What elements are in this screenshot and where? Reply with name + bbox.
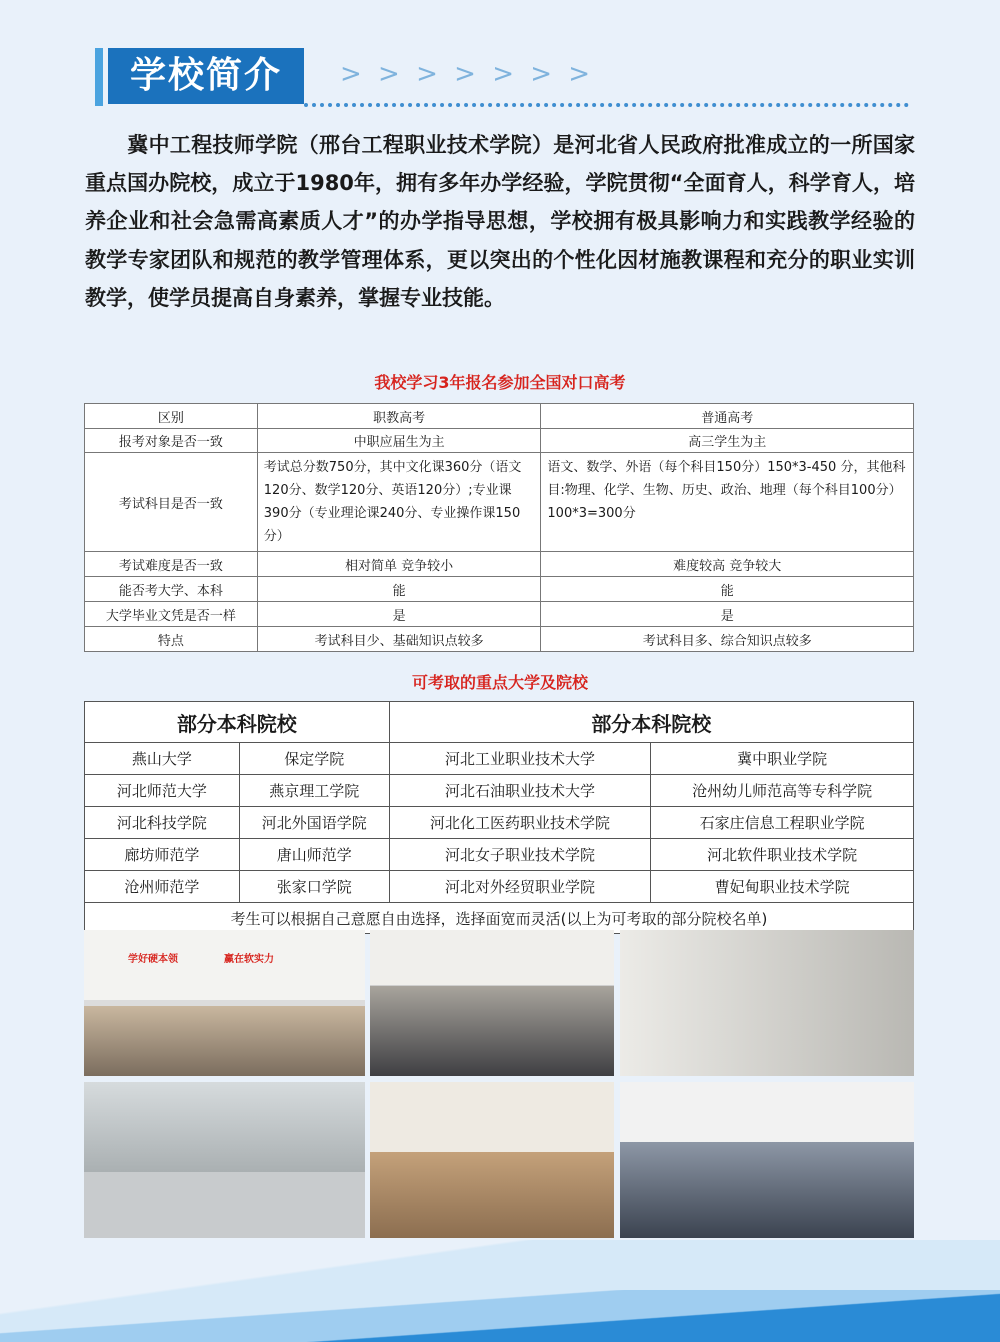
table-cell: 保定学院 bbox=[239, 743, 389, 775]
banner-text: 赢在软实力 bbox=[224, 954, 274, 965]
header-cell: 部分本科院校 bbox=[389, 702, 913, 743]
header-cell: 职教高考 bbox=[257, 404, 541, 429]
comparison-title: 我校学习3年报名参加全国对口高考 bbox=[374, 373, 626, 392]
table-cell: 考试科目少、基础知识点较多 bbox=[257, 627, 541, 652]
intro-paragraph bbox=[85, 126, 915, 317]
table-row bbox=[85, 552, 914, 577]
table-row bbox=[85, 839, 914, 871]
table-cell: 相对简单 竞争较小 bbox=[257, 552, 541, 577]
table-cell: 张家口学院 bbox=[239, 871, 389, 903]
etiquette-room-photo bbox=[84, 1082, 365, 1238]
table-cell: 难度较高 竞争较大 bbox=[541, 552, 914, 577]
header-accent-bar bbox=[95, 48, 103, 106]
table-cell: 中职应届生为主 bbox=[257, 429, 541, 453]
table-cell: 燕山大学 bbox=[85, 743, 240, 775]
header-cell: 区别 bbox=[85, 404, 258, 429]
table-row bbox=[85, 775, 914, 807]
computer-lab-photo bbox=[620, 1082, 914, 1238]
table-cell: 河北师范大学 bbox=[85, 775, 240, 807]
table-cell: 考试总分数750分，其中文化课360分（语文120分、数学120分、英语120分）;专业课390分（专业理论课240分、专业操作课150分） bbox=[257, 453, 541, 552]
table-cell: 河北对外经贸职业学院 bbox=[389, 871, 651, 903]
table-header-row bbox=[85, 702, 914, 743]
table-row bbox=[85, 429, 914, 453]
table-cell: 河北软件职业技术学院 bbox=[651, 839, 914, 871]
table-cell: 沧州师范学 bbox=[85, 871, 240, 903]
table-row bbox=[85, 807, 914, 839]
bottom-wave-blue bbox=[0, 1290, 1000, 1342]
table-cell: 考试科目是否一致 bbox=[85, 453, 258, 552]
dotted-divider bbox=[304, 103, 909, 107]
table-cell: 河北工业职业技术大学 bbox=[389, 743, 651, 775]
table-cell: 唐山师范学 bbox=[239, 839, 389, 871]
colleges-title: 可考取的重点大学及院校 bbox=[411, 673, 588, 692]
colleges-table bbox=[84, 701, 914, 934]
table-cell: 报考对象是否一致 bbox=[85, 429, 258, 453]
intro-text: 冀中工程技师学院（邢台工程职业技术学院）是河北省人民政府批准成立的一所国家重点国办院校，成立于1980年，拥有多年办学经验，学院贯彻“全面育人，科学育人，培养企业和社会急需高素质人才”的办学指导思想，学校拥有极具影响力和实践教学经验的教学专家团队和规范的教学管理体系，更以突出的个性化因材施教课程和充分的职业实训教学，使学员提高自身素养，掌握专业技能。 bbox=[85, 133, 915, 310]
table-cell: 大学毕业文凭是否一样 bbox=[85, 602, 258, 627]
header-cell: 部分本科院校 bbox=[85, 702, 390, 743]
table-cell: 语文、数学、外语（每个科目150分）150*3-450 分，其他科目:物理、化学、生物、历史、政治、地理（每个科目100分）100*3=300分 bbox=[541, 453, 914, 552]
classroom-photo-1 bbox=[84, 930, 365, 1076]
table-cell: 特点 bbox=[85, 627, 258, 652]
table-cell: 是 bbox=[541, 602, 914, 627]
table-cell: 冀中职业学院 bbox=[651, 743, 914, 775]
table-cell: 考试难度是否一致 bbox=[85, 552, 258, 577]
table-cell: 高三学生为主 bbox=[541, 429, 914, 453]
table-cell: 河北石油职业技术大学 bbox=[389, 775, 651, 807]
table-cell: 曹妃甸职业技术学院 bbox=[651, 871, 914, 903]
table-row bbox=[85, 627, 914, 652]
table-cell: 石家庄信息工程职业学院 bbox=[651, 807, 914, 839]
table-row bbox=[85, 602, 914, 627]
table-header-row bbox=[85, 404, 914, 429]
table-cell: 能否考大学、本科 bbox=[85, 577, 258, 602]
table-cell: 河北化工医药职业技术学院 bbox=[389, 807, 651, 839]
table-cell: 廊坊师范学 bbox=[85, 839, 240, 871]
table-cell: 考试科目多、综合知识点较多 bbox=[541, 627, 914, 652]
table-row bbox=[85, 871, 914, 903]
table-cell: 能 bbox=[257, 577, 541, 602]
table-row bbox=[85, 743, 914, 775]
table-cell: 是 bbox=[257, 602, 541, 627]
table-row bbox=[85, 577, 914, 602]
table-footer-row bbox=[85, 903, 914, 934]
banner-text: 学好硬本领 bbox=[128, 954, 178, 965]
header-cell: 普通高考 bbox=[541, 404, 914, 429]
table-cell: 燕京理工学院 bbox=[239, 775, 389, 807]
table-footer-note: 考生可以根据自己意愿自由选择，选择面宽而灵活(以上为可考取的部分院校名单) bbox=[85, 903, 914, 934]
kindergarten-photo bbox=[370, 1082, 614, 1238]
table-cell: 沧州幼儿师范高等专科学院 bbox=[651, 775, 914, 807]
table-row bbox=[85, 453, 914, 552]
chevron-right-icon: > > > > > > > bbox=[340, 59, 595, 89]
table-cell: 河北科技学院 bbox=[85, 807, 240, 839]
table-cell: 河北外国语学院 bbox=[239, 807, 389, 839]
section-header bbox=[95, 48, 915, 106]
classroom-photo-2 bbox=[370, 930, 614, 1076]
section-title: 学校简介 bbox=[108, 48, 304, 104]
lab-photo bbox=[620, 930, 914, 1076]
table-cell: 能 bbox=[541, 577, 914, 602]
table-cell: 河北女子职业技术学院 bbox=[389, 839, 651, 871]
comparison-table bbox=[84, 403, 914, 652]
